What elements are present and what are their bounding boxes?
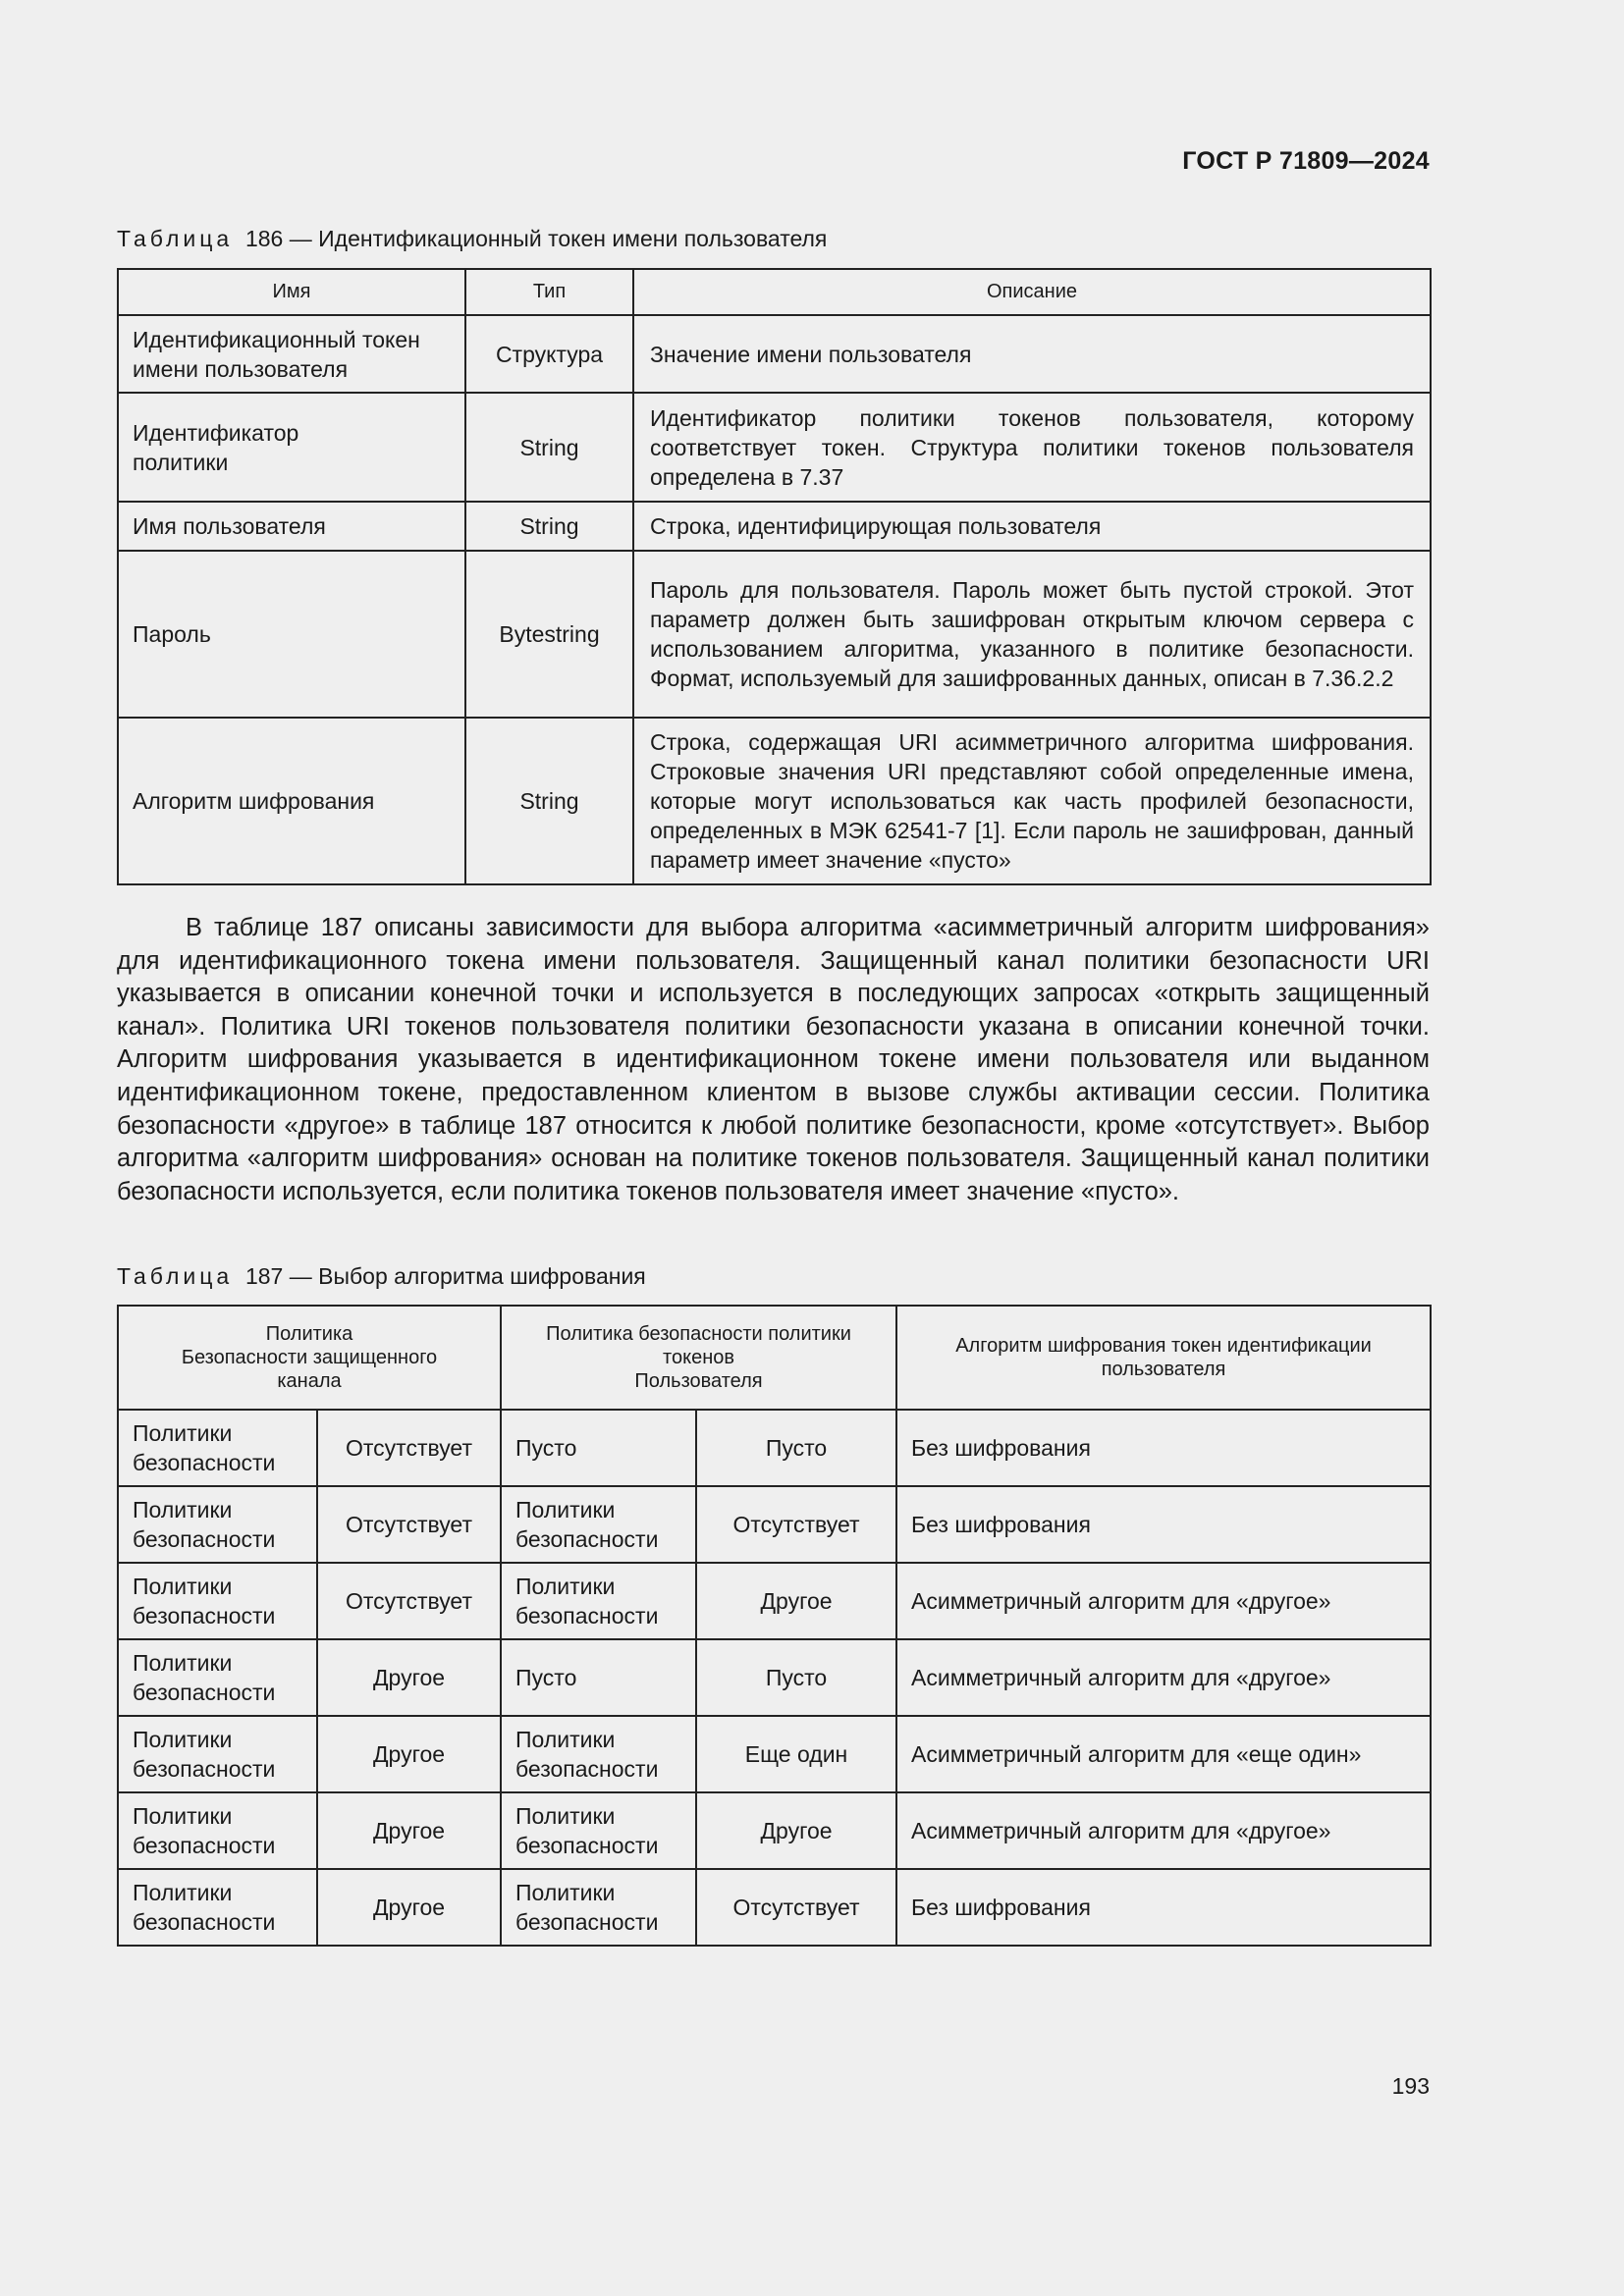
cell-description: Строка, идентифицирующая пользователя <box>633 502 1431 551</box>
cell-type: String <box>465 393 633 502</box>
cell-token-value: Другое <box>696 1563 896 1639</box>
page-number: 193 <box>1391 2073 1430 2099</box>
cell-channel-policy: Политики безопасности <box>118 1410 317 1486</box>
cell-algorithm: Асимметричный алгоритм для «еще один» <box>896 1716 1431 1792</box>
table-row <box>118 393 1431 502</box>
table-row <box>118 1410 1431 1486</box>
cell-algorithm: Без шифрования <box>896 1486 1431 1563</box>
table-186 <box>117 268 1432 885</box>
table-187 <box>117 1305 1432 1947</box>
cell-token-value: Пусто <box>696 1410 896 1486</box>
cell-name: Идентификатор политики <box>118 393 465 502</box>
table-row <box>118 1639 1431 1716</box>
cell-channel-policy: Политики безопасности <box>118 1869 317 1946</box>
cell-channel-value: Другое <box>317 1869 501 1946</box>
column-header-encryption-algorithm: Алгоритм шифрования токен идентификации пользователя <box>896 1306 1431 1410</box>
cell-token-policy: Политики безопасности <box>501 1792 696 1869</box>
table-row <box>118 1486 1431 1563</box>
cell-token-policy: Политики безопасности <box>501 1716 696 1792</box>
cell-type: String <box>465 718 633 884</box>
cell-channel-value: Отсутствует <box>317 1486 501 1563</box>
cell-token-policy: Политики безопасности <box>501 1486 696 1563</box>
cell-algorithm: Без шифрования <box>896 1410 1431 1486</box>
cell-token-policy: Политики безопасности <box>501 1563 696 1639</box>
table-187-caption-text: 187 — Выбор алгоритма шифрования <box>244 1263 646 1289</box>
cell-token-value: Другое <box>696 1792 896 1869</box>
table-row <box>118 551 1431 718</box>
table-row <box>118 1563 1431 1639</box>
column-header-secure-channel-policy: Политика Безопасности защищенного канала <box>118 1306 501 1410</box>
cell-algorithm: Асимметричный алгоритм для «другое» <box>896 1792 1431 1869</box>
cell-description: Значение имени пользователя <box>633 315 1431 393</box>
cell-token-policy: Пусто <box>501 1410 696 1486</box>
cell-type: Структура <box>465 315 633 393</box>
cell-algorithm: Асимметричный алгоритм для «другое» <box>896 1639 1431 1716</box>
table-186-caption <box>117 226 827 252</box>
table-186-header-row <box>118 269 1431 315</box>
table-187-caption-word: Таблица <box>117 1263 234 1289</box>
cell-description: Строка, содержащая URI асимметричного алгоритма шифрования. Строковые значения URI представляют собой определенные имена, которые могут использоваться как часть профилей безопасности, определенных в МЭК 62541-7 [1]. Если пароль не зашифрован, данный параметр имеет значение «пусто» <box>633 718 1431 884</box>
column-header-description: Описание <box>633 269 1431 315</box>
table-row <box>118 718 1431 884</box>
cell-channel-policy: Политики безопасности <box>118 1716 317 1792</box>
table-row <box>118 502 1431 551</box>
cell-channel-value: Отсутствует <box>317 1410 501 1486</box>
cell-token-value: Отсутствует <box>696 1486 896 1563</box>
table-187-header-row <box>118 1306 1431 1410</box>
cell-token-policy: Пусто <box>501 1639 696 1716</box>
cell-token-policy: Политики безопасности <box>501 1869 696 1946</box>
cell-channel-policy: Политики безопасности <box>118 1563 317 1639</box>
body-paragraph: В таблице 187 описаны зависимости для выбора алгоритма «асимметричный алгоритм шифрования» для идентификационного токена имени пользователя. Защищенный канал политики безопасности URI указывается в описании конечной точки и используется в последующих запросах «открыть защищенный канал». Политика URI токенов пользователя политики безопасности указана в описании конечной точки. Алгоритм шифрования указывается в идентификационном токене имени пользователя или выданном идентификационном токене, предоставленном клиентом в вызове службы активации сессии. Политика безопасности «другое» в таблице 187 относится к любой политике безопасности, кроме «отсутствует». Выбор алгоритма «алгоритм шифрования» основан на политике токенов пользователя. Защищенный канал политики безопасности используется, если политика токенов пользователя имеет значение «пусто». <box>117 914 1430 1205</box>
cell-name: Пароль <box>118 551 465 718</box>
cell-channel-policy: Политики безопасности <box>118 1792 317 1869</box>
cell-type: String <box>465 502 633 551</box>
document-code: ГОСТ Р 71809—2024 <box>1182 147 1430 175</box>
cell-token-value: Еще один <box>696 1716 896 1792</box>
table-row <box>118 1869 1431 1946</box>
cell-name: Имя пользователя <box>118 502 465 551</box>
cell-channel-value: Другое <box>317 1716 501 1792</box>
table-row <box>118 1792 1431 1869</box>
cell-channel-value: Другое <box>317 1639 501 1716</box>
table-187-caption <box>117 1263 646 1290</box>
cell-channel-policy: Политики безопасности <box>118 1486 317 1563</box>
cell-algorithm: Без шифрования <box>896 1869 1431 1946</box>
column-header-user-token-policy: Политика безопасности политики токенов Пользователя <box>501 1306 896 1410</box>
column-header-type: Тип <box>465 269 633 315</box>
column-header-name: Имя <box>118 269 465 315</box>
cell-name: Алгоритм шифрования <box>118 718 465 884</box>
cell-type: Bytestring <box>465 551 633 718</box>
cell-channel-value: Другое <box>317 1792 501 1869</box>
table-row <box>118 315 1431 393</box>
cell-token-value: Отсутствует <box>696 1869 896 1946</box>
cell-description: Пароль для пользователя. Пароль может быть пустой строкой. Этот параметр должен быть зашифрован открытым ключом сервера с использованием алгоритма, указанного в политике безопасности. Формат, используемый для зашифрованных данных, описан в 7.36.2.2 <box>633 551 1431 718</box>
cell-channel-policy: Политики безопасности <box>118 1639 317 1716</box>
cell-token-value: Пусто <box>696 1639 896 1716</box>
cell-description: Идентификатор политики токенов пользователя, которому соответствует токен. Структура политики токенов пользователя определена в 7.37 <box>633 393 1431 502</box>
cell-name: Идентификационный токен имени пользователя <box>118 315 465 393</box>
table-row <box>118 1716 1431 1792</box>
table-186-caption-text: 186 — Идентификационный токен имени пользователя <box>244 226 828 251</box>
cell-algorithm: Асимметричный алгоритм для «другое» <box>896 1563 1431 1639</box>
table-186-caption-word: Таблица <box>117 226 234 251</box>
cell-channel-value: Отсутствует <box>317 1563 501 1639</box>
